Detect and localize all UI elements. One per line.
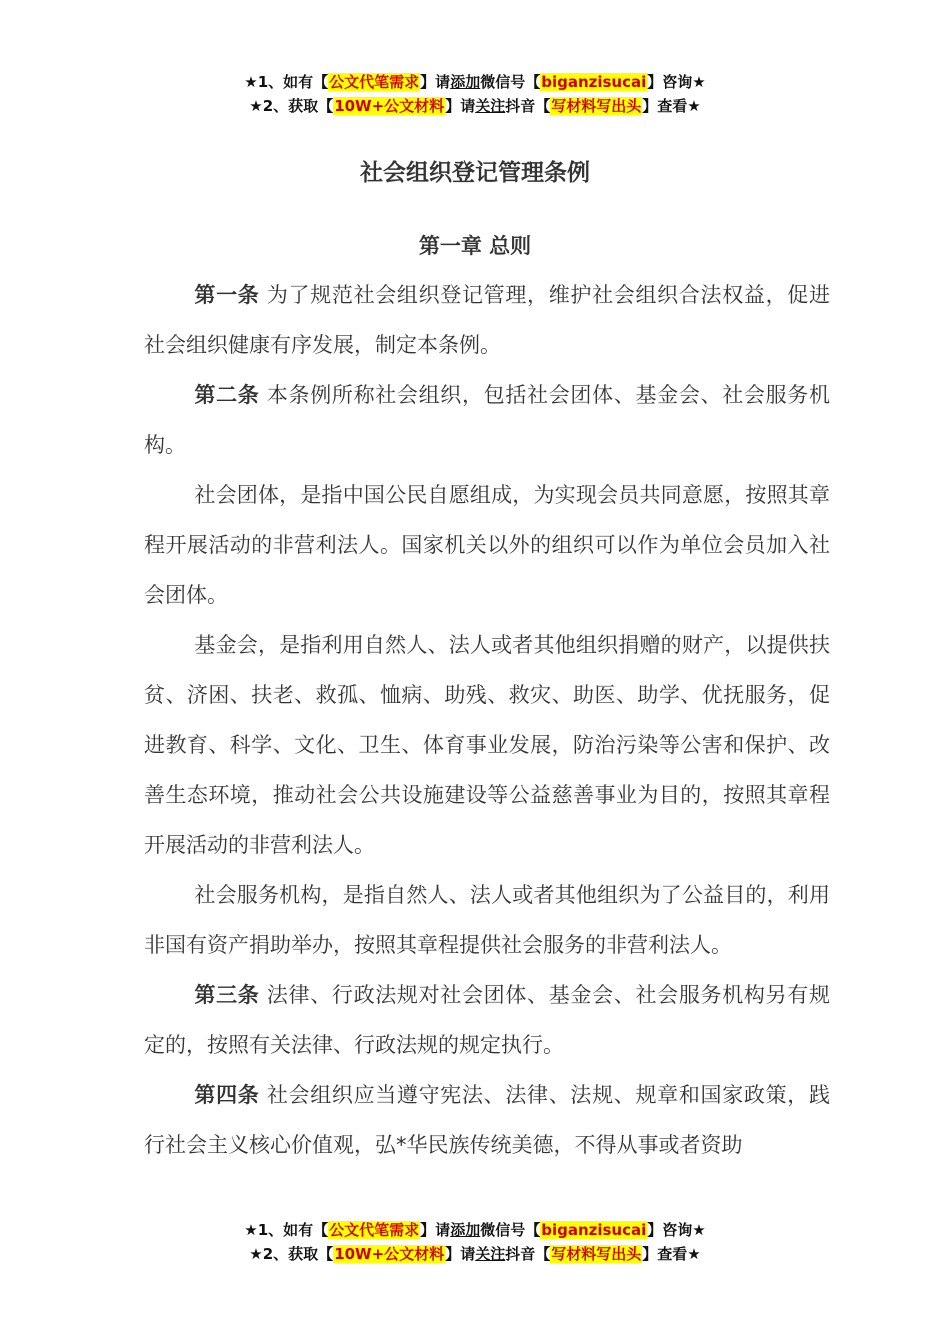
banner-text: 】咨询★ [647,73,706,91]
paragraph-text: 法律、行政法规对社会团体、基金会、社会服务机构另有规定的，按照有关法律、行政法规的规定执行。 [144,983,830,1057]
underlined-text: 添加 [450,1221,481,1239]
wechat-id: biganzisucai [541,1221,647,1239]
article-number: 第二条 [194,383,260,407]
paragraph [144,620,830,870]
underlined-text: 关注 [475,97,506,115]
document-body [144,270,830,1170]
article-number: 第四条 [194,1083,260,1107]
banner-text: ★1、如有【 [244,1221,329,1239]
chapter-heading: 第一章 总则 [418,234,532,258]
banner-text: ★1、如有【 [244,73,329,91]
paragraph-text: 社会组织应当遵守宪法、法律、法规、规章和国家政策，践行社会主义核心价值观，弘*华民族传统美德，不得从事或者资助 [144,1083,830,1157]
paragraph-text: 基金会，是指利用自然人、法人或者其他组织捐赠的财产，以提供扶贫、济困、扶老、救孤、恤病、助残、救灾、助医、助学、优抚服务，促进教育、科学、文化、卫生、体育事业发展，防治污染等公害和保护、改善生态环境，推动社会公共设施建设等公益慈善事业为目的，按照其章程开展活动的非营利法人。 [144,633,830,857]
paragraph [144,870,830,970]
banner-text: 抖音【 [505,1245,551,1263]
banner-text: ★2、获取【 [249,1245,334,1263]
underlined-text: 添加 [450,73,481,91]
douyin-account: 写材料写出头 [551,1245,642,1263]
header-banner [0,70,950,118]
paragraph [144,270,830,370]
paragraph-text: 社会服务机构，是指自然人、法人或者其他组织为了公益目的，利用非国有资产捐助举办，按照其章程提供社会服务的非营利法人。 [144,883,830,957]
banner-line-2 [0,94,950,118]
paragraph-text: 为了规范社会组织登记管理，维护社会组织合法权益，促进社会组织健康有序发展，制定本条例。 [144,283,830,357]
highlight-text: 10W+公文材料 [334,1245,445,1263]
wechat-id: biganzisucai [541,73,647,91]
article-number: 第一条 [194,283,260,307]
banner-text: 】查看★ [642,1245,701,1263]
banner-text: 】请 [445,97,476,115]
paragraph [144,370,830,470]
highlight-text: 公文代笔需求 [329,73,420,91]
banner-text: 微信号【 [480,1221,541,1239]
paragraph [144,470,830,620]
paragraph [144,970,830,1070]
banner-line-1 [0,70,950,94]
banner-text: 】请 [420,1221,451,1239]
banner-text: 抖音【 [505,97,551,115]
highlight-text: 公文代笔需求 [329,1221,420,1239]
paragraph-text: 社会团体，是指中国公民自愿组成，为实现会员共同意愿，按照其章程开展活动的非营利法人。国家机关以外的组织可以作为单位会员加入社会团体。 [144,483,830,607]
banner-line-2 [0,1242,950,1266]
banner-line-1 [0,1218,950,1242]
underlined-text: 关注 [475,1245,506,1263]
footer-banner [0,1218,950,1266]
banner-text: ★2、获取【 [249,97,334,115]
document-title: 社会组织登记管理条例 [360,160,590,186]
paragraph-text: 本条例所称社会组织，包括社会团体、基金会、社会服务机构。 [144,383,830,457]
paragraph [144,1070,830,1170]
banner-text: 】请 [420,73,451,91]
banner-text: 】查看★ [642,97,701,115]
highlight-text: 10W+公文材料 [334,97,445,115]
banner-text: 微信号【 [480,73,541,91]
banner-text: 】请 [445,1245,476,1263]
banner-text: 】咨询★ [647,1221,706,1239]
article-number: 第三条 [194,983,260,1007]
douyin-account: 写材料写出头 [551,97,642,115]
